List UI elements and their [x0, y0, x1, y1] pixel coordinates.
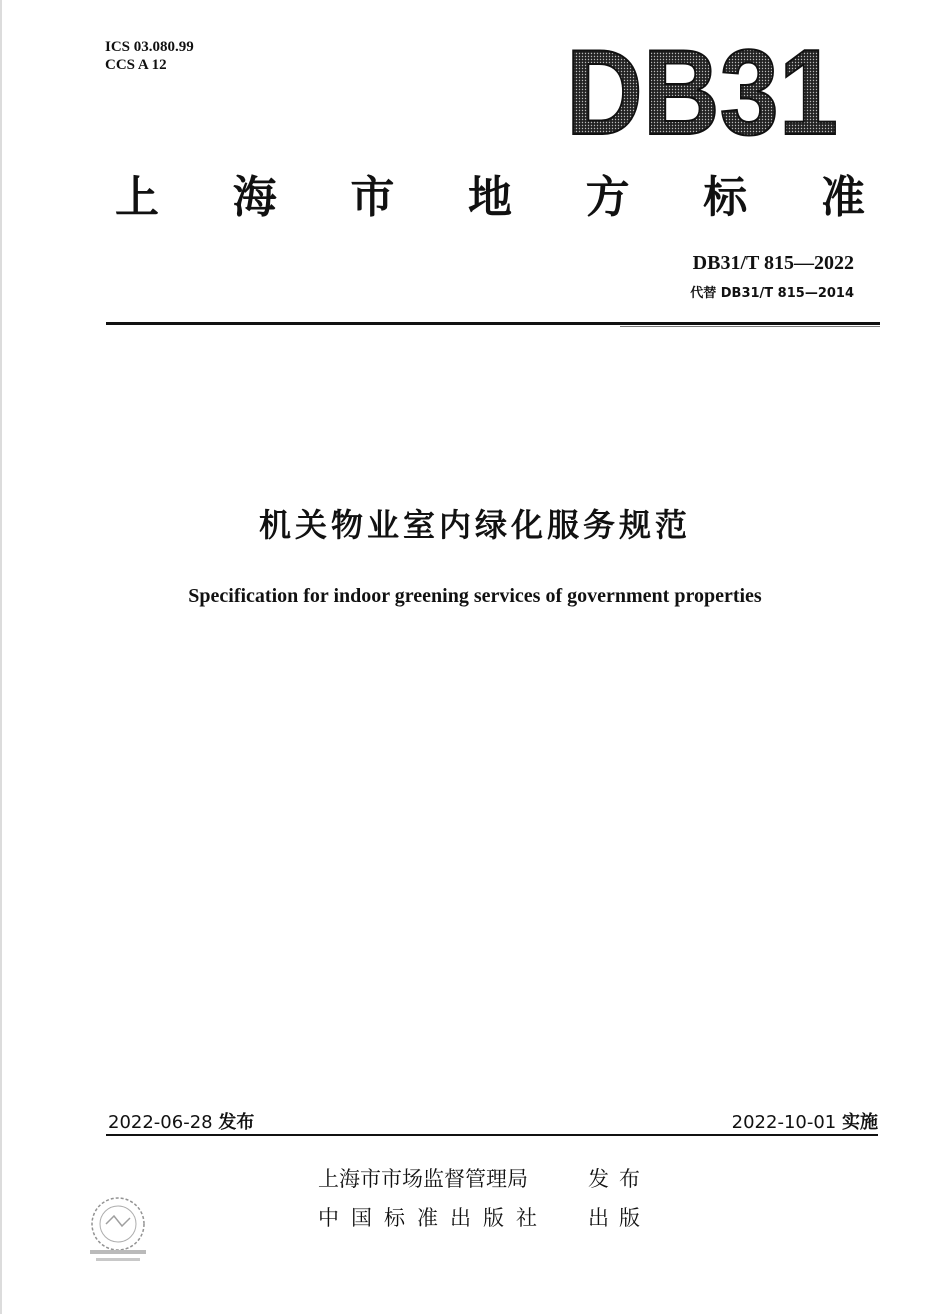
- db31-logo-graphic: [566, 24, 841, 160]
- watermark-stamp: [76, 1188, 160, 1272]
- category-char: 准: [820, 172, 865, 223]
- release-date-label: 发布: [218, 1112, 255, 1133]
- effective-date-value: 2022-10-01: [731, 1112, 837, 1133]
- category-char: 上: [115, 172, 159, 223]
- release-date-value: 2022-06-28: [108, 1112, 213, 1133]
- publisher-row: [318, 1163, 650, 1193]
- classification-codes: [105, 38, 194, 74]
- effective-date: [732, 1108, 878, 1134]
- standard-category-title: [115, 168, 865, 228]
- document-title-english: Specification for indoor greening services of government properties: [188, 585, 762, 607]
- ccs-code: CCS A 12: [105, 57, 167, 73]
- category-char: 方: [585, 172, 630, 223]
- category-char: 海: [232, 172, 277, 223]
- standard-number: DB31/T 815—2022: [692, 252, 854, 274]
- publisher-row: [318, 1202, 650, 1232]
- category-char: 标: [703, 172, 748, 223]
- document-title: 机关物业室内绿化服务规范: [258, 506, 691, 544]
- publisher-name: 中国标准出版社: [318, 1206, 549, 1230]
- logo-text: DB31: [566, 24, 838, 160]
- header-divider-thin: [620, 326, 880, 327]
- replaced-standard: 代替 DB31/T 815—2014: [690, 286, 854, 301]
- footer-divider: [106, 1134, 878, 1136]
- header-divider: [106, 322, 880, 325]
- release-date: [108, 1108, 254, 1134]
- category-char: 地: [467, 172, 512, 223]
- publisher-role: 出版: [588, 1206, 650, 1230]
- stamp-icon: [76, 1188, 160, 1272]
- scan-edge: [0, 0, 2, 1314]
- category-char: 市: [350, 172, 395, 223]
- db31-logo: [566, 24, 841, 160]
- ics-code: ICS 03.080.99: [105, 39, 194, 55]
- publisher-role: 发布: [588, 1167, 650, 1191]
- publisher-name: 上海市市场监督管理局: [318, 1167, 528, 1191]
- effective-date-label: 实施: [842, 1112, 878, 1133]
